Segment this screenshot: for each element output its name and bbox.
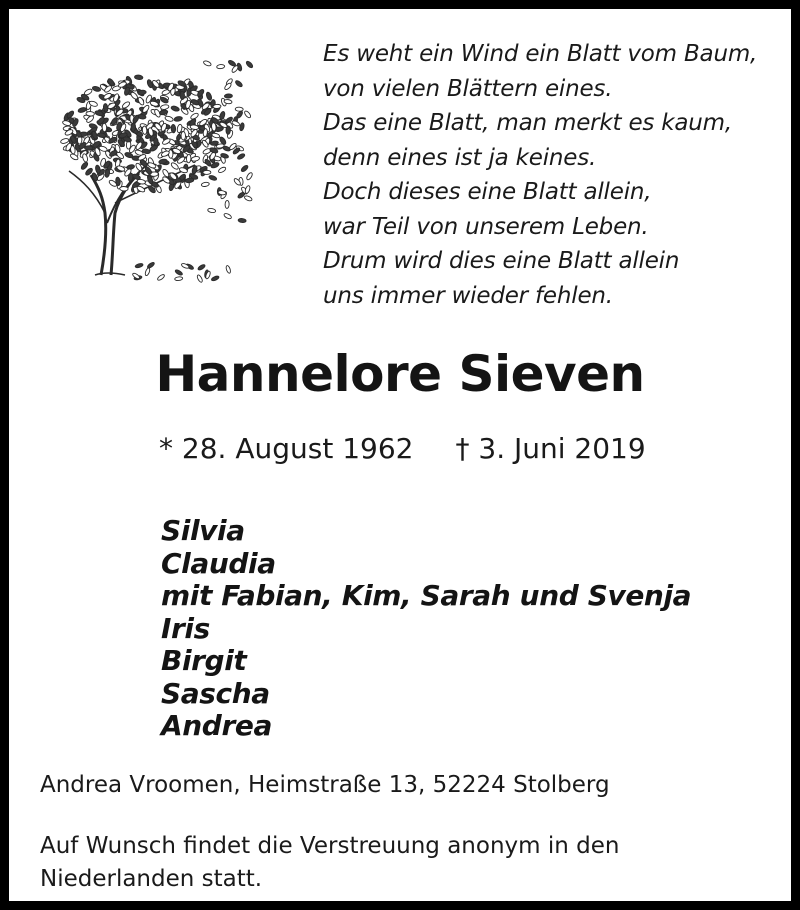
birth-date: * 28. August 1962 — [159, 432, 414, 465]
death-date: † 3. Juni 2019 — [455, 432, 646, 465]
tree-with-falling-leaves-icon — [55, 53, 265, 283]
burial-note — [40, 830, 619, 896]
mourners-list — [161, 515, 691, 743]
mourner-name: Birgit — [161, 644, 247, 677]
deceased-name: Hannelore Sieven — [155, 345, 645, 403]
note-line: Auf Wunsch findet die Verstreuung anonym in den — [40, 833, 620, 859]
poem-line: von vielen Blättern eines. — [323, 75, 613, 102]
poem-line: denn eines ist ja keines. — [323, 144, 597, 171]
contact-address: Andrea Vroomen, Heimstraße 13, 52224 Stolberg — [40, 772, 610, 798]
life-dates — [159, 432, 646, 465]
poem-line: uns immer wieder fehlen. — [323, 282, 613, 309]
mourner-name: mit Fabian, Kim, Sarah und Svenja — [161, 579, 692, 612]
note-line: Niederlanden statt. — [40, 866, 263, 892]
poem-line: Es weht ein Wind ein Blatt vom Baum, — [323, 41, 758, 67]
poem — [323, 37, 757, 313]
mourner-name: Andrea — [161, 709, 272, 742]
mourner-name: Silvia — [161, 514, 245, 547]
poem-line: war Teil von unserem Leben. — [323, 213, 649, 240]
poem-line: Drum wird dies eine Blatt allein — [323, 248, 680, 274]
mourner-name: Sascha — [161, 676, 270, 710]
poem-line: Doch dieses eine Blatt allein, — [323, 179, 652, 205]
mourner-name: Iris — [161, 611, 210, 645]
mourner-name: Claudia — [161, 546, 276, 580]
poem-line: Das eine Blatt, man merkt es kaum, — [323, 110, 732, 136]
